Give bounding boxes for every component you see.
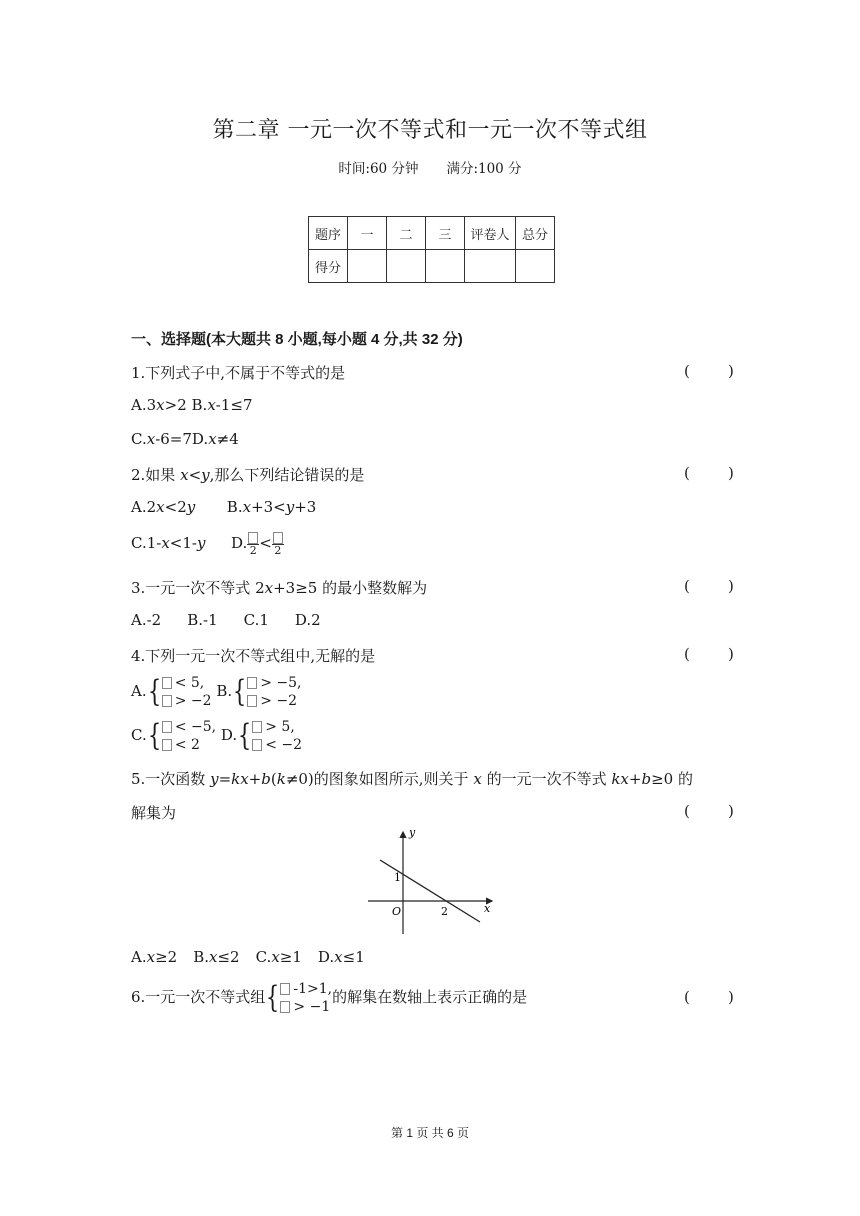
question-1-options-ab <box>131 396 253 414</box>
option-text: ≥1 <box>279 948 302 966</box>
inequality-system: { > 5, < −2 <box>238 718 303 753</box>
option-var: x <box>146 948 156 966</box>
y-axis-label: y <box>409 826 416 839</box>
inequality-system: { -1>1, > −1 <box>266 980 333 1015</box>
stem-var: x <box>264 579 274 597</box>
system-row: > 5, <box>265 719 295 735</box>
option-text: <1- <box>169 534 197 552</box>
option-var: x <box>161 534 170 552</box>
option-var: y <box>285 498 295 516</box>
answer-paren: ( ) <box>684 464 734 482</box>
system-row: > −2 <box>260 693 298 709</box>
option-c: C.1 <box>243 611 269 629</box>
score-table-cell: 总分 <box>516 217 555 250</box>
option-label: D. <box>220 726 238 744</box>
system-row: < 2 <box>174 737 200 753</box>
stem-text: 3.一元一次不等式 2 <box>131 579 265 597</box>
system-row: < 5, <box>174 675 205 691</box>
stem-var: k <box>276 770 286 788</box>
option-text: ≤2 <box>217 948 240 966</box>
fraction-den: 2 <box>249 544 257 557</box>
option-text: C.1- <box>131 534 162 552</box>
option-text: A.2 <box>131 498 157 516</box>
stem-text: 的一元一次不等式 <box>481 770 612 788</box>
option-var: y <box>186 498 196 516</box>
option-text: C. <box>131 430 147 448</box>
fraction <box>272 532 284 556</box>
option-var: x <box>242 498 252 516</box>
option-text: +3 <box>294 498 317 516</box>
system-row: < −2 <box>265 737 303 753</box>
question-6-stem <box>131 980 527 1016</box>
option-text: <2 <box>164 498 187 516</box>
question-5-stem <box>131 768 693 789</box>
question-5-stem-line2: 解集为 <box>131 804 177 822</box>
option-text: +3< <box>251 498 286 516</box>
score-table-cell: 评卷人 <box>465 217 516 250</box>
stem-text: 的解集在数轴上表示正确的是 <box>332 988 528 1006</box>
question-2-stem <box>131 464 364 485</box>
y-intercept-label: 1 <box>394 871 401 884</box>
page-title: 第二章 一元一次不等式和一元一次不等式组 <box>212 118 648 143</box>
option-var: x <box>207 396 216 414</box>
option-text: -6=7 <box>155 430 192 448</box>
system-row: -1>1, <box>293 981 333 997</box>
question-3-stem <box>131 577 427 598</box>
score-table-cell: 一 <box>348 217 387 250</box>
score-table-score-row <box>309 250 555 283</box>
option-text: D. <box>317 948 335 966</box>
option-label: A. <box>131 682 147 700</box>
fraction <box>247 532 259 556</box>
system-row: > −1 <box>293 999 331 1015</box>
answer-paren: ( ) <box>684 362 734 380</box>
stem-var: x <box>473 770 482 788</box>
score-table-header-row <box>309 217 555 250</box>
score-cell-empty[interactable] <box>348 250 387 283</box>
answer-paren: ( ) <box>684 577 734 595</box>
stem-text: ( <box>270 770 277 788</box>
question-2-options-ab <box>131 498 316 516</box>
option-text: B. <box>191 396 208 414</box>
score-cell-empty[interactable] <box>516 250 555 283</box>
stem-var: x <box>180 466 189 484</box>
score-cell-empty[interactable] <box>387 250 426 283</box>
question-3-options <box>131 611 321 629</box>
option-var: x <box>208 430 217 448</box>
option-text: < <box>259 534 272 552</box>
stem-text: 6.一元一次不等式组 <box>131 988 266 1006</box>
option-var: x <box>209 948 218 966</box>
option-text: -1≤7 <box>215 396 253 414</box>
stem-var: y <box>201 466 210 484</box>
option-text: D. <box>191 430 209 448</box>
stem-var: y=kx+b <box>210 770 271 788</box>
option-var: x <box>334 948 343 966</box>
option-text: D. <box>231 534 248 552</box>
option-text: A.3 <box>131 396 157 414</box>
score-table <box>308 216 555 283</box>
section-title: 一、选择题(本大题共 8 小题,每小题 4 分,共 32 分) <box>131 331 463 348</box>
x-intercept-label: 2 <box>441 905 448 918</box>
question-4-stem: 4.下列一元一次不等式组中,无解的是 <box>131 647 376 665</box>
stem-text: +3≥5 的最小整数解为 <box>273 579 428 597</box>
option-var: x <box>156 498 165 516</box>
option-text: ≠4 <box>216 430 239 448</box>
option-text: B. <box>193 948 209 966</box>
exam-full-score: 满分:100 分 <box>446 161 522 177</box>
option-b: B.-1 <box>187 611 218 629</box>
option-text: ≤1 <box>342 948 365 966</box>
page-footer: 第 1 页 共 6 页 <box>390 1126 470 1140</box>
option-label: C. <box>131 726 147 744</box>
score-table-cell: 题序 <box>309 217 348 250</box>
option-var: x <box>271 948 280 966</box>
question-1-stem: 1.下列式子中,不属于不等式的是 <box>131 364 346 382</box>
option-a: A.-2 <box>131 611 162 629</box>
stem-text: 5.一次函数 <box>131 770 211 788</box>
stem-text: 2.如果 <box>131 466 181 484</box>
system-row: > −2 <box>174 693 212 709</box>
question-2-options-cd <box>131 532 284 556</box>
exam-time: 时间:60 分钟 <box>338 161 419 177</box>
linear-function-graph <box>362 826 502 938</box>
option-var: y <box>196 534 206 552</box>
option-label: B. <box>216 682 233 700</box>
stem-text: ≥0 的 <box>651 770 693 788</box>
score-table-cell: 得分 <box>309 250 348 283</box>
answer-paren: ( ) <box>684 988 734 1006</box>
answer-paren: ( ) <box>684 802 734 820</box>
question-4-options-cd <box>131 718 302 754</box>
option-d: D.2 <box>294 611 321 629</box>
option-var: x <box>156 396 165 414</box>
score-cell-empty[interactable] <box>465 250 516 283</box>
stem-text: ≠0)的图象如图所示,则关于 <box>285 770 474 788</box>
system-row: > −5, <box>260 675 302 691</box>
question-4-options-ab <box>131 674 301 710</box>
inequality-system: { < 5, > −2 <box>147 674 212 709</box>
score-cell-empty[interactable] <box>426 250 465 283</box>
fraction-den: 2 <box>274 544 282 557</box>
inequality-system: { > −5, > −2 <box>232 674 302 709</box>
system-row: < −5, <box>174 719 217 735</box>
option-text: >2 <box>164 396 187 414</box>
question-5-options <box>131 948 365 966</box>
stem-text: < <box>188 466 202 484</box>
origin-label: O <box>392 905 402 918</box>
stem-var: kx+b <box>611 770 652 788</box>
score-table-cell: 三 <box>426 217 465 250</box>
score-table-cell: 二 <box>387 217 426 250</box>
answer-paren: ( ) <box>684 645 734 663</box>
option-text: C. <box>255 948 272 966</box>
option-var: x <box>146 430 156 448</box>
x-axis-label: x <box>484 902 491 915</box>
question-1-options-cd <box>131 430 239 448</box>
option-text: ≥2 <box>155 948 178 966</box>
inequality-system: { < −5, < 2 <box>147 718 217 753</box>
option-text: A. <box>131 948 147 966</box>
stem-text: ,那么下列结论错误的是 <box>209 466 365 484</box>
option-text: B. <box>226 498 243 516</box>
exam-info <box>0 157 860 177</box>
